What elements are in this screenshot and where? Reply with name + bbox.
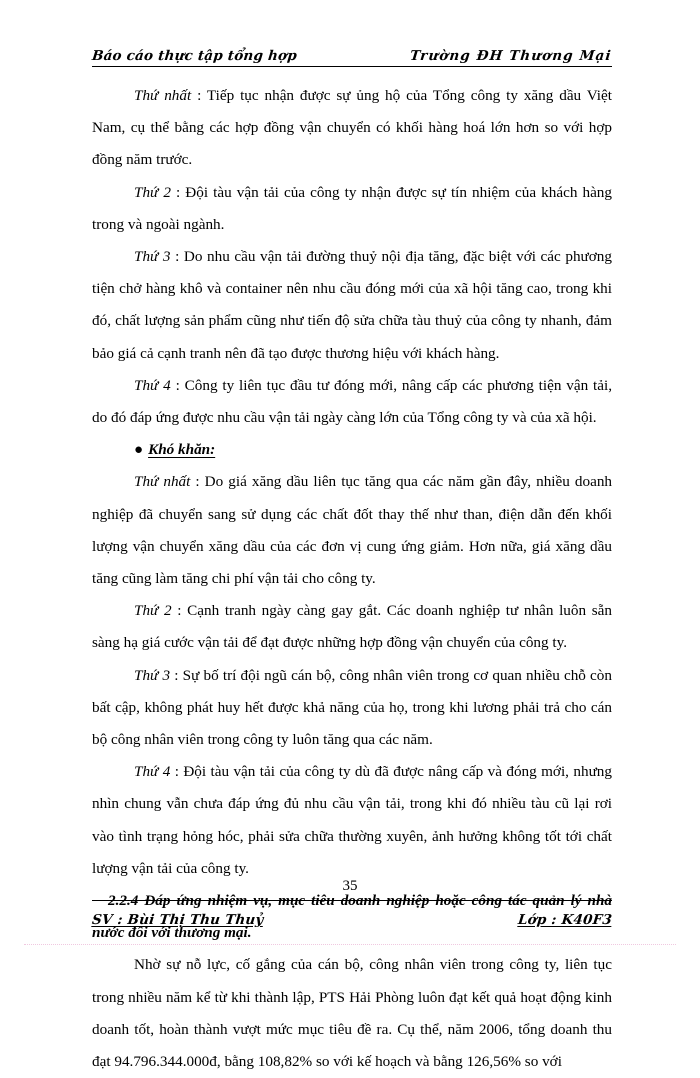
running-footer <box>92 900 612 928</box>
header-right-institution: Trường ĐH Thương Mại <box>409 48 613 64</box>
footer-class: Lớp : K40F3 <box>517 912 613 928</box>
paragraph-text: : Cạnh tranh ngày càng gay gắt. Các doanh nghiệp tư nhân luôn sẵn sàng hạ giá cước vận tải để đạt được những hợp đồng vận chuyển của công ty. <box>92 602 612 652</box>
paragraph-difficulty-4 <box>92 756 612 885</box>
paragraph-difficulty-1 <box>92 466 612 595</box>
paragraph-lead: Thứ nhất <box>134 473 191 491</box>
header-left-title: Báo cáo thực tập tổng hợp <box>91 48 298 64</box>
page-number: 35 <box>342 878 358 894</box>
paragraph-text: : Sự bố trí đội ngũ cán bộ, công nhân viên trong cơ quan nhiều chỗ còn bất cập, không phát huy hết được khả năng của họ, trong khi lương phải trả cho cán bộ công nhân viên trong công ty luôn tăng qua các năm. <box>92 666 612 749</box>
paragraph-text: : Do nhu cầu vận tải đường thuỷ nội địa tăng, đặc biệt với các phương tiện chở hàng khô và container nên nhu cầu đóng mới của xã hội tăng cao, trong khi đó, chất lượng sản phẩm cũng như tiến độ sửa chữa tàu thuỷ của công ty nhanh, đảm bảo giá cả cạnh tranh nên đã tạo được thương hiệu với khách hàng. <box>92 248 612 362</box>
paragraph-lead: Thứ 2 <box>134 602 172 620</box>
difficulties-heading <box>92 434 612 466</box>
paragraph-difficulty-3 <box>92 660 612 757</box>
page-body <box>92 80 612 1078</box>
footer-student-name: SV : Bùi Thị Thu Thuỷ <box>91 912 265 928</box>
paragraph-advantage-2 <box>92 177 612 241</box>
paragraph-lead: Thứ 4 <box>134 763 171 781</box>
paragraph-lead: Thứ 4 <box>134 376 171 394</box>
paragraph-lead: Thứ nhất <box>134 87 192 104</box>
paragraph-lead: Thứ 2 <box>134 183 171 201</box>
paragraph-lead: Thứ 3 <box>134 666 171 684</box>
paragraph-advantage-1 <box>92 80 612 177</box>
paragraph-advantage-3 <box>92 241 612 370</box>
page-edge-rule <box>24 944 676 945</box>
difficulties-heading-label: Khó khăn: <box>148 441 216 459</box>
paragraph-text: : Đội tàu vận tải của công ty nhận được sự tín nhiệm của khách hàng trong và ngoài ngành. <box>92 183 612 233</box>
section-heading-2-2-4: 2.2.4 Đáp ứng nhiệm vụ, mục tiêu doanh nghiệp hoặc công tác quản lý nhà nước đối với thương mại. <box>92 892 612 942</box>
bullet-icon: ● <box>134 442 144 459</box>
paragraph-text: : Do giá xăng dầu liên tục tăng qua các năm gần đây, nhiều doanh nghiệp đã chuyển sang sử dụng các chất đốt thay thế như than, điện dẫn đến khối lượng vận chuyển xăng dầu của các đơn vị cung ứng giảm. Hơn nữa, giá xăng dầu tăng cũng làm tăng chi phí vận tải cho công ty. <box>92 473 613 588</box>
paragraph-lead: Thứ 3 <box>134 248 171 266</box>
paragraph-advantage-4 <box>92 370 612 434</box>
paragraph-difficulty-2 <box>92 595 612 659</box>
paragraph-closing: Nhờ sự nỗ lực, cố gắng của cán bộ, công nhân viên trong công ty, liên tục trong nhiều năm kể từ khi thành lập, PTS Hải Phòng luôn đạt kết quả hoạt động kinh doanh tốt, hoàn thành vượt mức mục tiêu đề ra. Cụ thể, năm 2006, tổng doanh thu đạt 94.796.344.000đ, bằng 108,82% so với kế hoạch và bằng 126,56% so với <box>92 956 612 1071</box>
paragraph-text: : Công ty liên tục đầu tư đóng mới, nâng cấp các phương tiện vận tải, do đó đáp ứng được nhu cầu vận tải ngày càng lớn của Tổng công ty và của xã hội. <box>92 376 612 427</box>
paragraph-text: : Đội tàu vận tải của công ty dù đã được nâng cấp và đóng mới, nhưng nhìn chung vẫn chưa đáp ứng đủ nhu cầu vận tải, trong khi đó nhiều tàu cũ lại rơi vào tình trạng hỏng hóc, phải sửa chữa thường xuyên, ảnh hưởng không tốt tới chất lượng vận tải của công ty. <box>92 763 612 877</box>
running-header <box>92 38 612 67</box>
paragraph-text: : Tiếp tục nhận được sự ủng hộ của Tổng công ty xăng dầu Việt Nam, cụ thể bằng các hợp đồng vận chuyển có khối hàng hoá lớn hơn so với hợp đồng năm trước. <box>92 87 612 169</box>
